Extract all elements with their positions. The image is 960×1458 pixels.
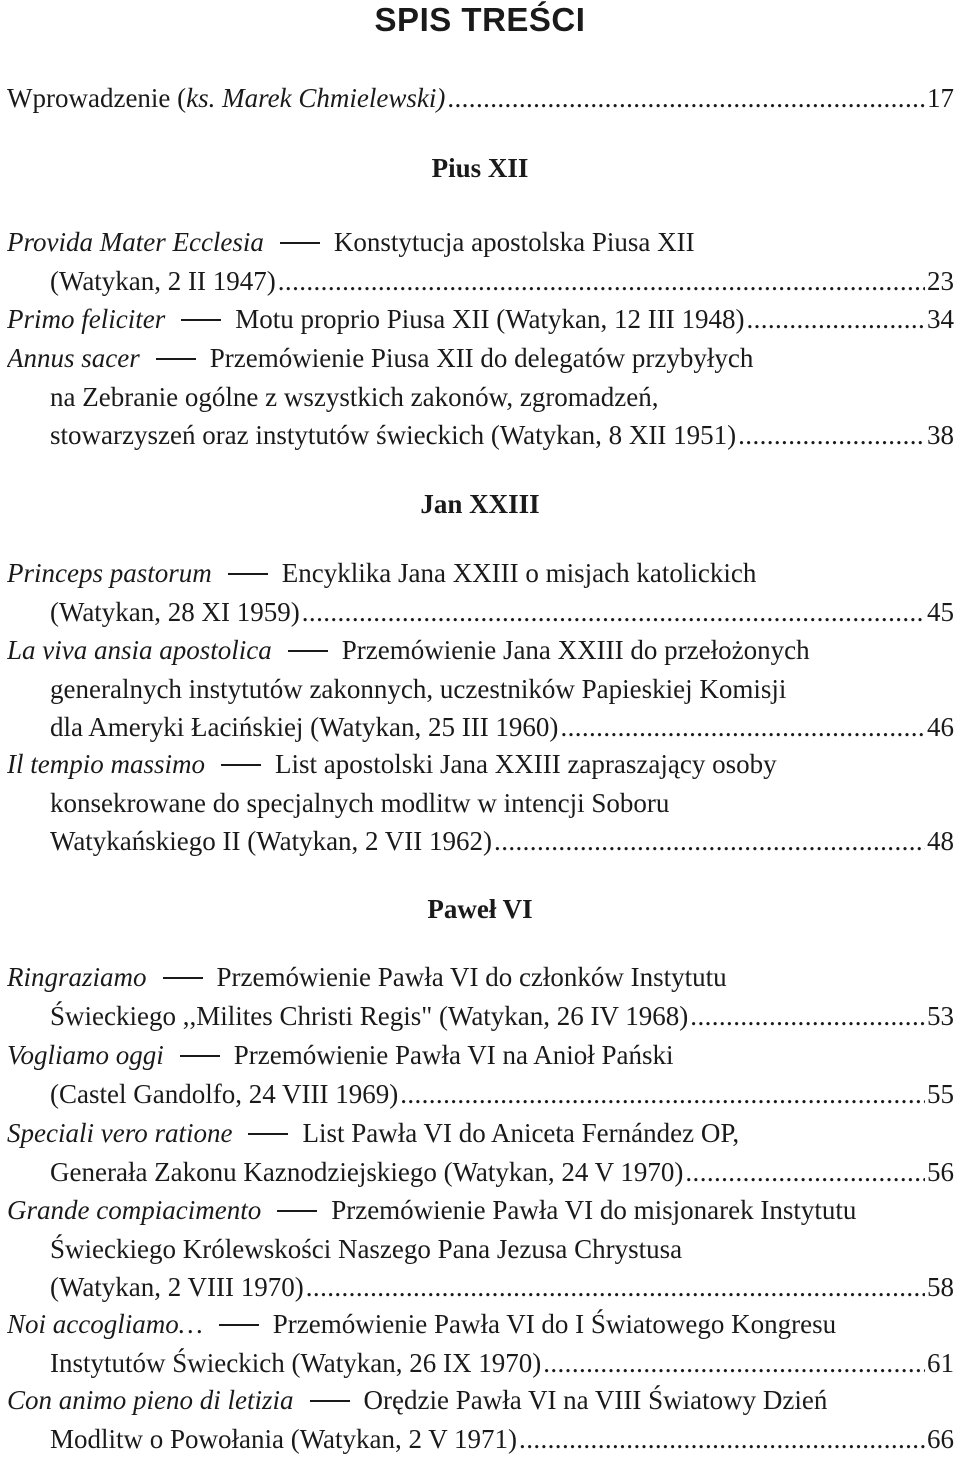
entry-line: (Watykan, 2 VIII 1970) bbox=[50, 1272, 304, 1303]
leader-dots bbox=[278, 262, 925, 301]
toc-entry[interactable] bbox=[7, 958, 954, 1035]
page-number: 66 bbox=[927, 1423, 954, 1454]
toc-entry[interactable] bbox=[7, 1114, 954, 1191]
toc-entry[interactable] bbox=[7, 339, 954, 455]
entry-line: Instytutów Świeckich (Watykan, 26 IX 1970) bbox=[50, 1347, 542, 1378]
entry-line: (Watykan, 2 II 1947) bbox=[50, 265, 276, 296]
page-number: 46 bbox=[927, 712, 954, 743]
entry-description: Encyklika Jana XXIII o misjach katolickich bbox=[281, 558, 757, 588]
page-number: 53 bbox=[927, 1000, 954, 1031]
leader-dots bbox=[685, 1153, 925, 1192]
entry-description: Przemówienie Pawła VI do I Światowego Kongresu bbox=[272, 1309, 837, 1339]
toc-entry[interactable] bbox=[7, 1191, 954, 1307]
entry-line: (Castel Gandolfo, 24 VIII 1969) bbox=[50, 1078, 399, 1109]
leader-dots bbox=[447, 79, 925, 118]
page-number: 23 bbox=[927, 265, 954, 296]
dash-separator bbox=[248, 1133, 288, 1135]
entry-line: dla Ameryki Łacińskiej (Watykan, 25 III 1960) bbox=[50, 712, 559, 743]
leader-dots bbox=[302, 593, 925, 632]
section-heading-pawel-vi: Paweł VI bbox=[427, 894, 533, 924]
section-heading-jan-xxiii: Jan XXIII bbox=[420, 489, 540, 519]
entry-title: Con animo pieno di letizia bbox=[7, 1385, 294, 1415]
entry-title: Speciali vero ratione bbox=[7, 1118, 233, 1148]
dash-separator bbox=[310, 1400, 350, 1402]
entry-line: Świeckiego Królewskości Naszego Pana Jezusa Chrystusa bbox=[50, 1233, 683, 1264]
leader-dots bbox=[746, 300, 925, 339]
toc-entry[interactable] bbox=[7, 1036, 954, 1113]
page-number: 48 bbox=[927, 826, 954, 857]
entry-title: Vogliamo oggi bbox=[7, 1040, 164, 1070]
page-number: 58 bbox=[927, 1272, 954, 1303]
entry-text bbox=[7, 300, 744, 339]
entry-title: Noi accogliamo… bbox=[7, 1309, 203, 1339]
entry-description: List apostolski Jana XXIII zapraszający osoby bbox=[275, 749, 777, 779]
entry-author: ks. Marek Chmielewski) bbox=[186, 83, 446, 113]
toc-entry[interactable] bbox=[7, 1305, 954, 1382]
leader-dots bbox=[519, 1420, 925, 1458]
page-title: SPIS TREŚCI bbox=[374, 1, 586, 38]
dash-separator bbox=[280, 242, 320, 244]
section-heading-pius-xii: Pius XII bbox=[431, 153, 529, 183]
dash-separator bbox=[181, 319, 221, 321]
page-number: 45 bbox=[927, 596, 954, 627]
entry-description: Orędzie Pawła VI na VIII Światowy Dzień bbox=[363, 1385, 828, 1415]
dash-separator bbox=[219, 1324, 259, 1326]
page-number: 34 bbox=[927, 304, 954, 334]
entry-title: Primo feliciter bbox=[7, 304, 166, 334]
entry-title: Grande compiacimento bbox=[7, 1195, 262, 1225]
dash-separator bbox=[277, 1210, 317, 1212]
entry-line: generalnych instytutów zakonnych, uczestników Papieskiej Komisji bbox=[50, 673, 787, 704]
entry-line: Watykańskiego II (Watykan, 2 VII 1962) bbox=[50, 826, 493, 857]
toc-entry[interactable] bbox=[7, 223, 954, 300]
page-number: 38 bbox=[927, 420, 954, 451]
entry-title: La viva ansia apostolica bbox=[7, 635, 272, 665]
page-number: 56 bbox=[927, 1156, 954, 1187]
leader-dots bbox=[306, 1268, 925, 1307]
entry-title: Annus sacer bbox=[7, 343, 140, 373]
page-number: 17 bbox=[927, 83, 954, 113]
entry-description: Motu proprio Piusa XII (Watykan, 12 III 1948) bbox=[235, 304, 745, 334]
leader-dots bbox=[400, 1075, 925, 1114]
dash-separator bbox=[156, 358, 196, 360]
entry-description: List Pawła VI do Aniceta Fernández OP, bbox=[302, 1118, 740, 1148]
entry-description: Konstytucja apostolska Piusa XII bbox=[333, 227, 695, 257]
leader-dots bbox=[690, 997, 925, 1036]
entry-line: Modlitw o Powołania (Watykan, 2 V 1971) bbox=[50, 1423, 518, 1454]
leader-dots bbox=[738, 416, 925, 455]
page-number: 61 bbox=[927, 1347, 954, 1378]
toc-entry[interactable] bbox=[7, 554, 954, 631]
toc-entry[interactable] bbox=[7, 745, 954, 861]
entry-title: Provida Mater Ecclesia bbox=[7, 227, 264, 257]
entry-description: Przemówienie Piusa XII do delegatów przybyłych bbox=[209, 343, 754, 373]
toc-entry-intro[interactable] bbox=[7, 79, 954, 118]
toc-entry[interactable] bbox=[7, 1381, 954, 1458]
entry-title: Princeps pastorum bbox=[7, 558, 212, 588]
dash-separator bbox=[180, 1055, 220, 1057]
entry-line: (Watykan, 28 XI 1959) bbox=[50, 596, 300, 627]
entry-line: Świeckiego ,,Milites Christi Regis" (Watykan, 26 IV 1968) bbox=[50, 1000, 689, 1031]
entry-description: Przemówienie Jana XXIII do przełożonych bbox=[341, 635, 810, 665]
entry-line: konsekrowane do specjalnych modlitw w intencji Soboru bbox=[50, 787, 670, 818]
entry-description: Przemówienie Pawła VI na Anioł Pański bbox=[233, 1040, 674, 1070]
leader-dots bbox=[494, 822, 925, 861]
dash-separator bbox=[163, 977, 203, 979]
leader-dots bbox=[543, 1344, 925, 1383]
toc-entry[interactable] bbox=[7, 300, 954, 339]
dash-separator bbox=[288, 650, 328, 652]
dash-separator bbox=[228, 573, 268, 575]
entry-title: Il tempio massimo bbox=[7, 749, 205, 779]
entry-description: Przemówienie Pawła VI do misjonarek Instytutu bbox=[331, 1195, 857, 1225]
dash-separator bbox=[221, 764, 261, 766]
entry-plain-text: Wprowadzenie ( bbox=[7, 83, 187, 113]
leader-dots bbox=[560, 708, 925, 747]
entry-line: Generała Zakonu Kaznodziejskiego (Watykan, 24 V 1970) bbox=[50, 1156, 684, 1187]
page-number: 55 bbox=[927, 1078, 954, 1109]
entry-description: Przemówienie Pawła VI do członków Instytutu bbox=[216, 962, 727, 992]
entry-text bbox=[7, 79, 445, 118]
entry-title: Ringraziamo bbox=[7, 962, 147, 992]
entry-line: na Zebranie ogólne z wszystkich zakonów, zgromadzeń, bbox=[50, 381, 659, 412]
toc-entry[interactable] bbox=[7, 631, 954, 747]
entry-line: stowarzyszeń oraz instytutów świeckich (Watykan, 8 XII 1951) bbox=[50, 420, 737, 451]
